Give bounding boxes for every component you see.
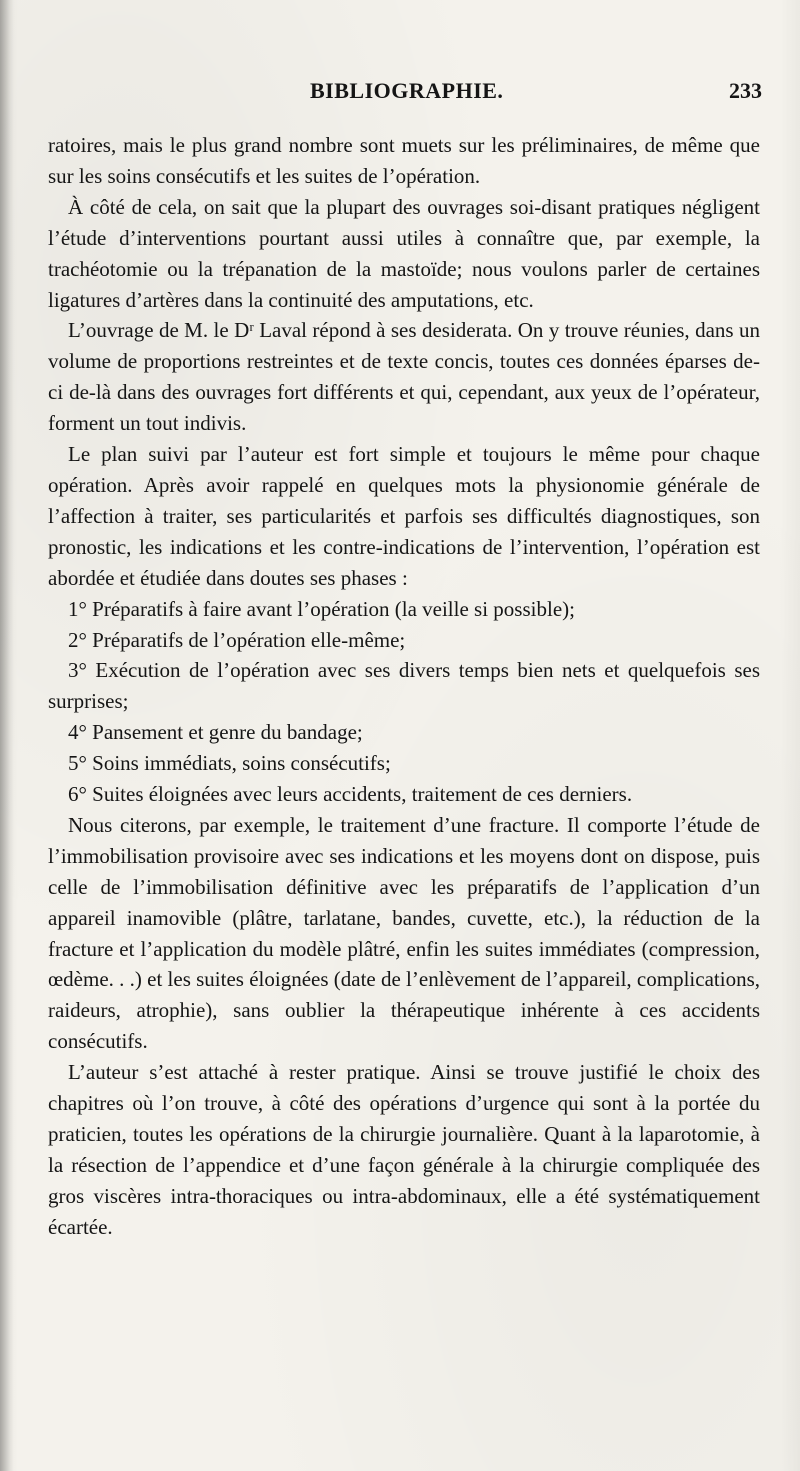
list-item: 1° Préparatifs à faire avant l’opération (la veille si possible); — [68, 596, 575, 621]
list-item: 2° Préparatifs de l’opération elle-même; — [68, 627, 406, 652]
list-item: 5° Soins immédiats, soins consécutifs; — [68, 751, 391, 776]
page-gutter-shadow — [0, 0, 14, 1471]
running-title: BIBLIOGRAPHIE. — [310, 78, 504, 103]
paragraph-continuation: ratoires, mais le plus grand nombre sont muets sur les préliminaires, de même que sur les soins consécutifs et les suites de l’opération. — [48, 133, 760, 188]
paragraph: Nous citerons, par exemple, le traitement d’une fracture. Il comporte l’étude de l’immobilisation provisoire avec ses indications et les moyens dont on dispose, puis celle de l’immobilisation définitive avec les préparatifs de l’application d’un appareil inamovible (plâtre, tarlatane, bandes, cuvette, etc.), la réduction de la fracture et l’application du modèle plâtré, enfin les suites immédiates (compression, œdème. . .) et les suites éloignées (date de l’enlèvement de l’appareil, complications, raideurs, atrophie), sans oublier la thérapeutique inhérente à ces accidents consécutifs. — [48, 812, 760, 1054]
paragraph: L’auteur s’est attaché à rester pratique. Ainsi se trouve justifié le choix des chapitres où l’on trouve, à côté des opérations d’urgence qui sont à la portée du praticien, toutes les opérations de la chirurgie journalière. Quant à la laparotomie, à la résection de l’appendice et d’une façon générale à la chirurgie compliquée des gros viscères intra-thoraciques ou intra-abdominaux, elle a été systématiquement écartée. — [48, 1060, 760, 1239]
paragraph: L’ouvrage de M. le Dʳ Laval répond à ses desiderata. On y trouve réunies, dans un volume de proportions restreintes et de texte concis, toutes ces données éparses de-ci de-là dans des ouvrages fort différents et qui, cependant, aux yeux de l’opérateur, forment un tout indivis. — [48, 318, 760, 436]
list-item: 4° Pansement et genre du bandage; — [68, 720, 363, 745]
paragraph: À côté de cela, on sait que la plupart des ouvrages soi-disant pratiques négligent l’étude d’interventions pourtant aussi utiles à connaître que, par exemple, la trachéotomie ou la trépanation de la mastoïde; nous voulons parler de certaines ligatures d’artères dans la continuité des amputations, etc. — [48, 194, 760, 312]
page-header — [48, 78, 768, 114]
page-number: 233 — [729, 78, 762, 103]
list-item: 3° Exécution de l’opération avec ses divers temps bien nets et quelquefois ses surprises; — [48, 658, 760, 714]
body-text — [48, 130, 760, 1243]
paragraph: Le plan suivi par l’auteur est fort simple et toujours le même pour chaque opération. Après avoir rappelé en quelques mots la physionomie générale de l’affection à traiter, ses particularités et parfois ses difficultés diagnostiques, son pronostic, les indications et les contre-indications de l’intervention, l’opération est abordée et étudiée dans doutes ses phases : — [48, 442, 760, 590]
list-item: 6° Suites éloignées avec leurs accidents, traitement de ces derniers. — [68, 782, 633, 807]
